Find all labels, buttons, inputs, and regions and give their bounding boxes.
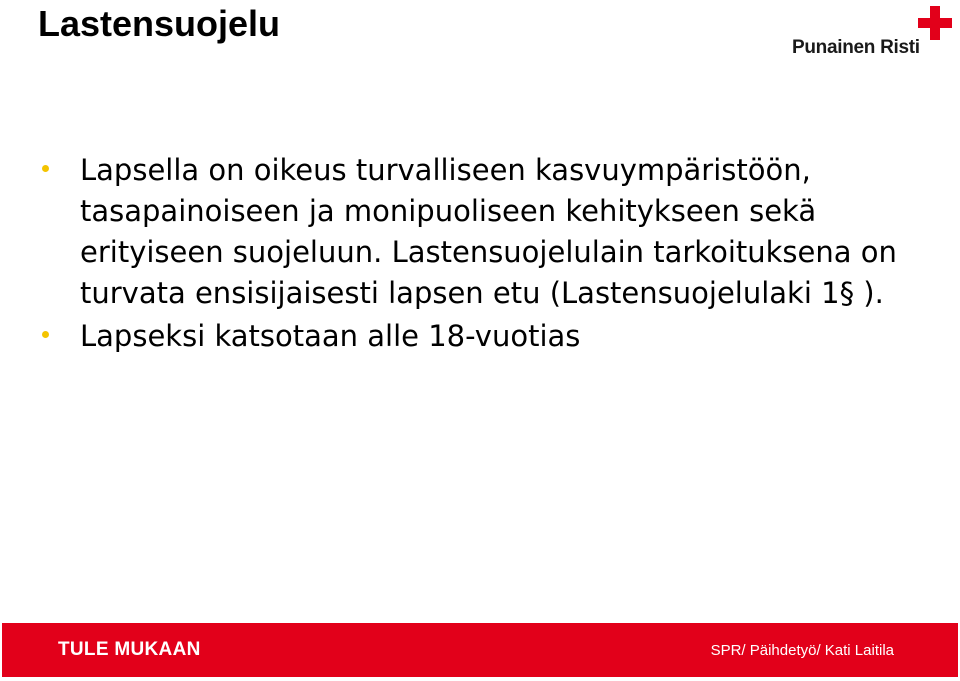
red-cross-icon (918, 6, 952, 40)
footer-credit: SPR/ Päihdetyö/ Kati Laitila (710, 642, 894, 659)
slide-title: Lastensuojelu (38, 3, 281, 44)
footer-bar (2, 623, 958, 677)
logo-text: Punainen Risti (792, 37, 920, 58)
bullet-text: Lapseksi katsotaan alle 18-vuotias (80, 319, 581, 353)
bullet-dot-icon (42, 163, 50, 175)
footer-slogan: TULE MUKAAN (58, 639, 201, 660)
bullet-item (40, 316, 940, 357)
bullet-item (40, 150, 940, 314)
bullet-text: Lapsella on oikeus turvalliseen kasvuympäristöön, tasapainoiseen ja monipuoliseen kehitykseen sekä erityiseen suojeluun. Lastensuojelulain tarkoituksena on turvata ensisijaisesti lapsen etu (Lastensuojelulaki 1§ ). (80, 153, 897, 310)
bullet-list (40, 150, 940, 359)
bullet-dot-icon (42, 329, 50, 341)
punainen-risti-logo (790, 4, 956, 64)
